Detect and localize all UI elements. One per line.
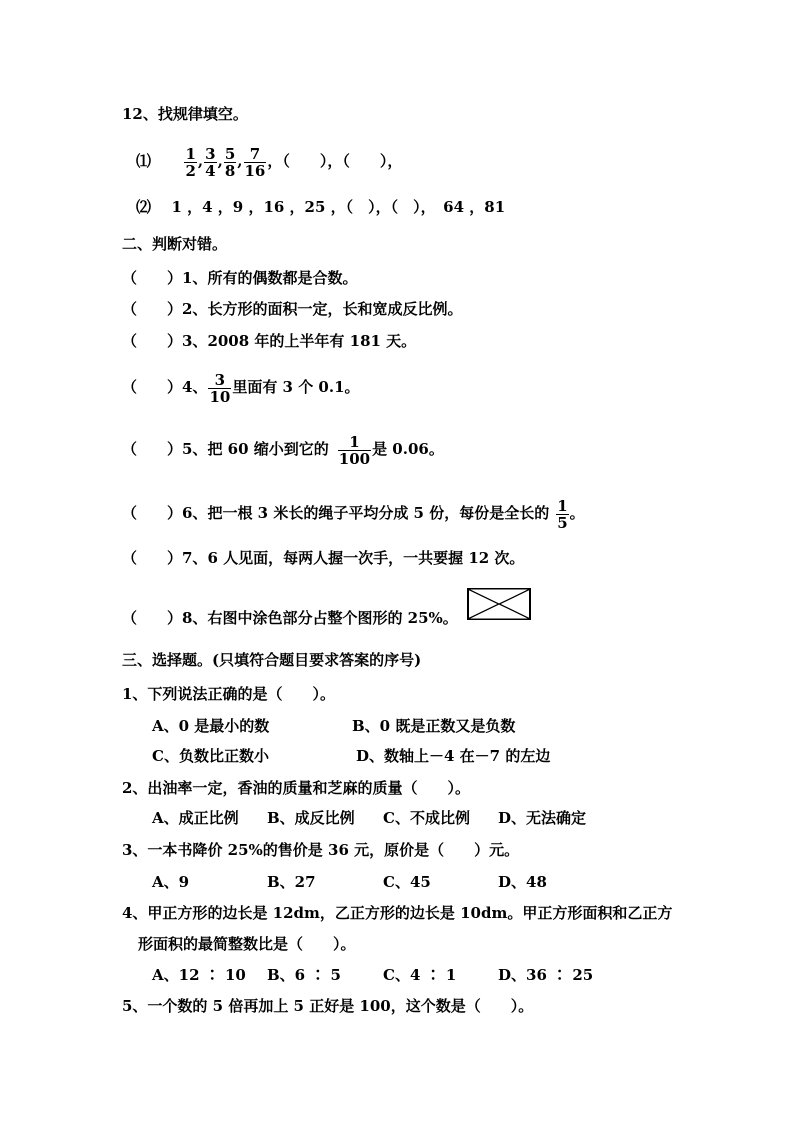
judge-item-6: （ ）6、把一根 3 米长的绳子平均分成 5 份，每份是全长的 $\frac{1}{5}$ 。 [122, 496, 585, 532]
choice-q1-stem: 1、下列说法正确的是（ ）。 [122, 685, 335, 703]
q12-frac-4: $\frac{7}{16}$ [244, 144, 266, 180]
section3-title: 三、选择题。(只填符合题目要求答案的序号) [122, 651, 422, 669]
choice-q4-option-b: B、6 ∶ 5 [267, 966, 341, 984]
choice-q3-option-c: C、45 [383, 873, 431, 891]
judge-item-6-frac: $\frac{1}{5}$ [557, 496, 568, 532]
q12-frac-1: $\frac{1}{2}$ [185, 144, 196, 180]
q12-part1-blanks: ，（ ），（ ）， [267, 152, 403, 170]
choice-q3-option-d: D、48 [498, 873, 547, 891]
q12-part1-label: ⑴ [136, 152, 152, 170]
choice-q5-stem: 5、一个数的 5 倍再加上 5 正好是 100，这个数是（ ）。 [122, 997, 534, 1015]
choice-q3-stem: 3、一本书降价 25%的售价是 36 元，原价是（ ）元。 [122, 841, 520, 859]
envelope-figure [467, 588, 531, 620]
judge-item-7: （ ）7、6 人见面，每两人握一次手，一共要握 12 次。 [122, 549, 525, 567]
choice-q4-option-d: D、36 ∶ 25 [498, 966, 594, 984]
choice-q1-option-c: C、负数比正数小 [152, 747, 269, 765]
judge-item-3: （ ）3、2008 年的上半年有 181 天。 [122, 332, 417, 350]
q12-title: 12、找规律填空。 [122, 105, 248, 123]
choice-q2-stem: 2、出油率一定，香油的质量和芝麻的质量（ ）。 [122, 779, 470, 797]
choice-q1-option-b: B、0 既是正数又是负数 [352, 717, 516, 735]
q12-part2 [136, 197, 505, 217]
q12-frac-3: $\frac{5}{8}$ [224, 144, 236, 180]
judge-item-8: （ ）8、右图中涂色部分占整个图形的 25%。 [122, 609, 458, 627]
judge-item-5: （ ）5、把 60 缩小到它的 $\frac{1}{100}$ 是 0.06。 [122, 432, 444, 468]
choice-q3-option-a: A、9 [152, 873, 190, 891]
choice-q4-option-a: A、12 ∶ 10 [152, 966, 246, 984]
choice-q4-stem-line2: 形面积的最简整数比是（ ）。 [138, 935, 356, 953]
choice-q2-option-b: B、成反比例 [267, 809, 355, 827]
choice-q4-stem-line1: 4、甲正方形的边长是 12dm，乙正方形的边长是 10dm。甲正方形面积和乙正方 [122, 904, 673, 922]
q12-part2-sequence: 1 ，4 ，9 ，16 ，25 ，（ ），（ ）， 64 ，81 [171, 198, 506, 216]
judge-item-2: （ ）2、长方形的面积一定，长和宽成反比例。 [122, 300, 463, 318]
choice-q2-option-a: A、成正比例 [152, 809, 239, 827]
choice-q1-option-a: A、0 是最小的数 [152, 717, 270, 735]
choice-q3-option-b: B、27 [267, 873, 316, 891]
choice-q2-option-d: D、无法确定 [498, 809, 587, 827]
choice-q4-option-c: C、4 ∶ 1 [383, 966, 457, 984]
q12-frac-2: $\frac{3}{4}$ [205, 144, 216, 180]
judge-item-1: （ ）1、所有的偶数都是合数。 [122, 269, 358, 287]
judge-item-4-frac: $\frac{3}{10}$ [209, 370, 231, 406]
judge-item-4: （ ）4、 $\frac{3}{10}$ 里面有 3 个 0.1。 [122, 370, 360, 406]
judge-item-5-frac: $\frac{1}{100}$ [338, 432, 371, 468]
q12-part1: ⑴ $\frac{1}{2}$ , $\frac{3}{4}$ , $\frac{5}{8}$ , $\frac{7}{16}$ ，（ ），（ ）， [136, 144, 403, 180]
q12-part2-label: ⑵ [136, 198, 152, 216]
section2-title: 二、判断对错。 [122, 235, 228, 253]
choice-q1-option-d: D、数轴上－4 在－7 的左边 [356, 747, 551, 765]
choice-q2-option-c: C、不成比例 [383, 809, 470, 827]
